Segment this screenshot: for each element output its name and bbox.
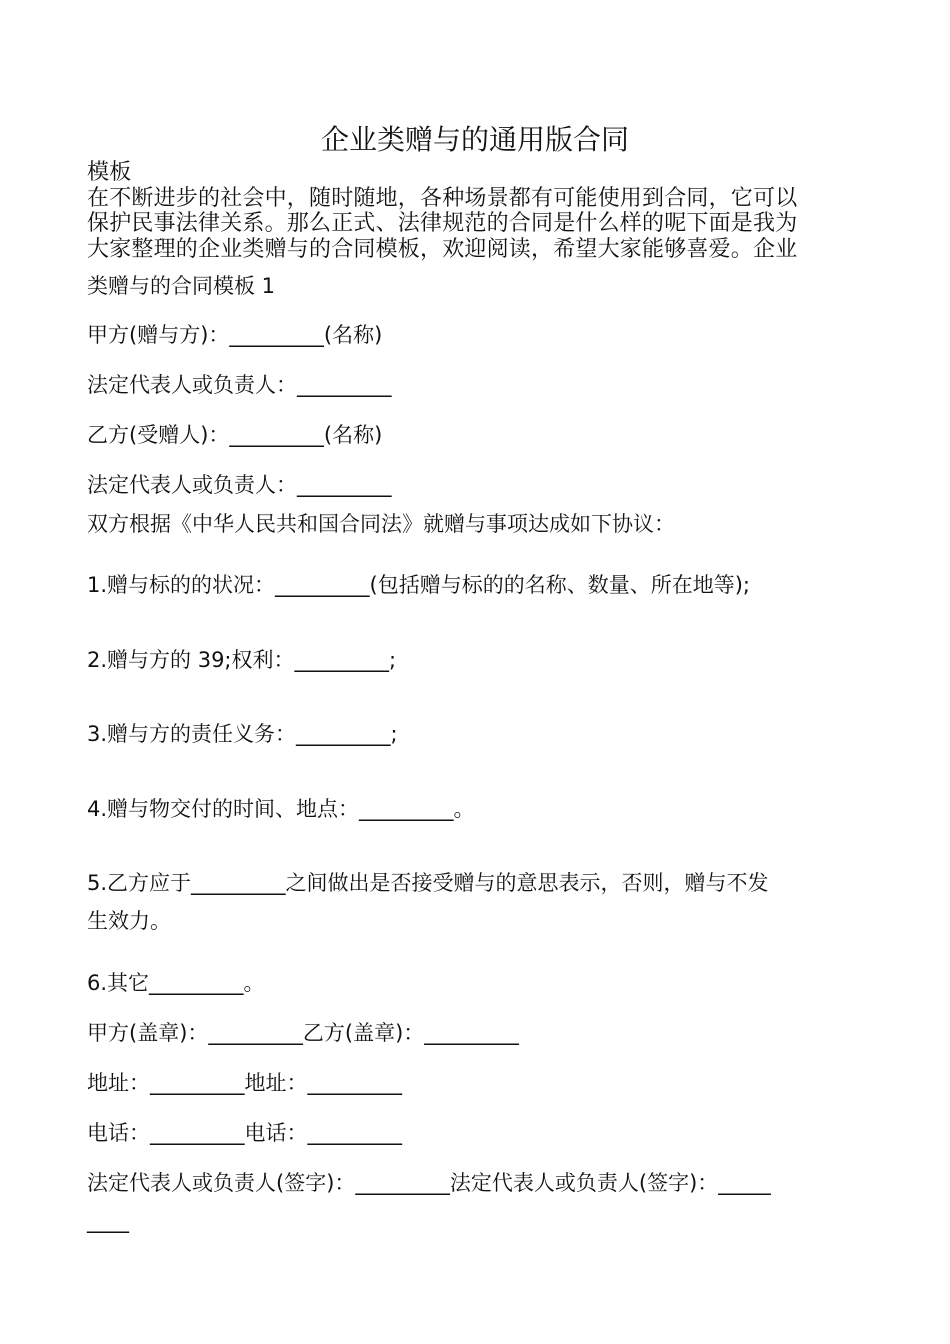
seal-line: 甲方(盖章)：_________乙方(盖章)：_________ bbox=[87, 1021, 519, 1045]
clause-5-continued: 生效力。 bbox=[87, 909, 171, 933]
intro-line: 大家整理的企业类赠与的合同模板，欢迎阅读，希望大家能够喜爱。企业 bbox=[87, 237, 798, 262]
party-a-line: 甲方(赠与方)：_________(名称) bbox=[87, 323, 383, 347]
intro-line: 保护民事法律关系。那么正式、法律规范的合同是什么样的呢下面是我为 bbox=[87, 211, 798, 236]
address-line: 地址：_________地址：_________ bbox=[87, 1071, 402, 1095]
intro-line-label: 模板 bbox=[87, 160, 132, 185]
party-a-representative-line: 法定代表人或负责人：_________ bbox=[87, 373, 392, 397]
document-title: 企业类赠与的通用版合同 bbox=[320, 123, 629, 156]
clause-4: 4.赠与物交付的时间、地点：_________。 bbox=[87, 797, 475, 821]
phone-line: 电话：_________电话：_________ bbox=[87, 1121, 402, 1145]
signature-line: 法定代表人或负责人(签字)：_________法定代表人或负责人(签字)：_____ bbox=[87, 1171, 771, 1195]
intro-line: 类赠与的合同模板 1 bbox=[87, 274, 276, 298]
agreement-statement: 双方根据《中华人民共和国合同法》就赠与事项达成如下协议： bbox=[87, 512, 675, 536]
clause-1: 1.赠与标的的状况：_________(包括赠与标的的名称、数量、所在地等); bbox=[87, 573, 750, 597]
clause-3: 3.赠与方的责任义务：_________; bbox=[87, 722, 398, 746]
clause-2: 2.赠与方的 39;权利：_________; bbox=[87, 648, 397, 672]
clause-5: 5.乙方应于_________之间做出是否接受赠与的意思表示，否则，赠与不发 bbox=[87, 871, 769, 895]
intro-line: 在不断进步的社会中，随时随地，各种场景都有可能使用到合同，它可以 bbox=[87, 186, 798, 211]
signature-line-continued: ____ bbox=[87, 1209, 129, 1233]
party-b-representative-line: 法定代表人或负责人：_________ bbox=[87, 473, 392, 497]
clause-6: 6.其它_________。 bbox=[87, 971, 265, 995]
party-b-line: 乙方(受赠人)：_________(名称) bbox=[87, 423, 383, 447]
